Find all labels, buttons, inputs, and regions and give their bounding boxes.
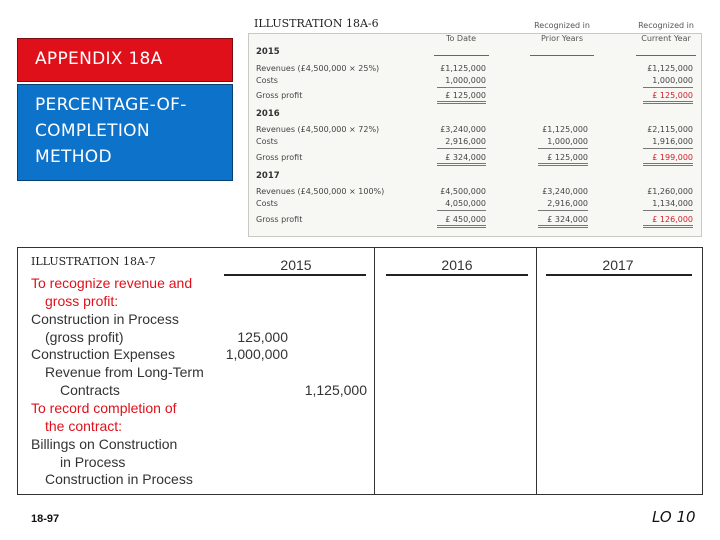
- rule: [643, 210, 693, 211]
- current-revenues-2017: £1,260,000: [647, 187, 693, 196]
- current-revenues-2015: £1,125,000: [647, 64, 693, 73]
- frame-bottom: [17, 494, 703, 495]
- rule: [538, 148, 588, 149]
- rule: [643, 87, 693, 88]
- to-date-costs-2017: 4,050,000: [445, 199, 486, 208]
- revenues-label-2017: Revenues (£4,500,000 × 100%): [256, 187, 385, 196]
- header-current-line-1: Recognized in: [638, 21, 694, 30]
- illustration-7-title: ILLUSTRATION 18A-7: [31, 255, 156, 268]
- double-rule: [437, 225, 486, 228]
- prior-gross-2016: £ 125,000: [547, 153, 588, 162]
- journal-line: Billings on Construction: [31, 436, 178, 452]
- column-rule-2015: [224, 274, 366, 276]
- column-header-2017: 2017: [602, 257, 634, 273]
- double-rule: [538, 163, 588, 166]
- column-header-2015: 2015: [280, 257, 312, 273]
- year-2017: 2017: [256, 171, 280, 181]
- debit-amount-2015: 1,000,000: [225, 346, 288, 362]
- double-rule: [437, 101, 486, 104]
- double-rule: [643, 101, 693, 104]
- to-date-gross-2015: £ 125,000: [445, 91, 486, 100]
- illustration-6-title: ILLUSTRATION 18A-6: [254, 17, 379, 30]
- prior-revenues-2017: £3,240,000: [542, 187, 588, 196]
- header-current-line-2: Current Year: [641, 34, 691, 43]
- journal-line: in Process: [60, 454, 126, 470]
- header-to-date-rule: [434, 55, 489, 56]
- column-divider-1: [374, 247, 375, 495]
- rule: [538, 210, 588, 211]
- revenues-label-2016: Revenues (£4,500,000 × 72%): [256, 125, 380, 134]
- frame-top: [17, 247, 703, 248]
- debit-amount-2015: 125,000: [237, 329, 288, 345]
- current-revenues-2016: £2,115,000: [647, 125, 693, 134]
- journal-line: the contract:: [45, 418, 123, 434]
- frame-left: [17, 247, 18, 495]
- to-date-revenues-2015: £1,125,000: [440, 64, 486, 73]
- to-date-revenues-2017: £4,500,000: [440, 187, 486, 196]
- to-date-costs-2016: 2,916,000: [445, 137, 486, 146]
- year-2016: 2016: [256, 109, 280, 119]
- learning-objective: LO 10: [652, 508, 696, 526]
- gross-label-2017: Gross profit: [256, 215, 303, 224]
- credit-amount-2015: 1,125,000: [304, 382, 367, 398]
- double-rule: [643, 163, 693, 166]
- current-costs-2016: 1,916,000: [652, 137, 693, 146]
- current-gross-2016: £ 199,000: [652, 153, 693, 162]
- rule: [437, 210, 486, 211]
- current-gross-2015: £ 125,000: [652, 91, 693, 100]
- column-divider-2: [536, 247, 537, 495]
- header-to-date: To Date: [445, 34, 477, 43]
- to-date-costs-2015: 1,000,000: [445, 76, 486, 85]
- journal-line: Construction in Process: [31, 311, 179, 327]
- costs-label-2015: Costs: [256, 76, 278, 85]
- method-title-box: [17, 84, 233, 181]
- gross-label-2016: Gross profit: [256, 153, 303, 162]
- header-current-rule: [636, 55, 696, 56]
- column-rule-2017: [546, 274, 692, 276]
- column-rule-2016: [386, 274, 528, 276]
- current-costs-2017: 1,134,000: [652, 199, 693, 208]
- frame-right: [702, 247, 703, 495]
- journal-line: To record completion of: [31, 400, 177, 416]
- appendix-title-box: [17, 38, 233, 82]
- double-rule: [437, 163, 486, 166]
- double-rule: [538, 225, 588, 228]
- journal-line: Contracts: [60, 382, 120, 398]
- rule: [437, 87, 486, 88]
- journal-line: (gross profit): [45, 329, 124, 345]
- header-prior-line-2: Prior Years: [540, 34, 584, 43]
- header-prior-line-1: Recognized in: [534, 21, 590, 30]
- prior-costs-2017: 2,916,000: [547, 199, 588, 208]
- costs-label-2017: Costs: [256, 199, 278, 208]
- current-costs-2015: 1,000,000: [652, 76, 693, 85]
- journal-line: Revenue from Long-Term: [45, 364, 204, 380]
- gross-label-2015: Gross profit: [256, 91, 303, 100]
- column-header-2016: 2016: [441, 257, 473, 273]
- rule: [643, 148, 693, 149]
- journal-line: To recognize revenue and: [31, 275, 193, 291]
- journal-line: Construction Expenses: [31, 346, 175, 362]
- double-rule: [643, 225, 693, 228]
- costs-label-2016: Costs: [256, 137, 278, 146]
- header-prior-rule: [530, 55, 594, 56]
- to-date-revenues-2016: £3,240,000: [440, 125, 486, 134]
- to-date-gross-2017: £ 450,000: [445, 215, 486, 224]
- method-title-line-1: PERCENTAGE-OF-: [35, 95, 187, 115]
- year-2015: 2015: [256, 47, 280, 57]
- slide-number: 18-97: [31, 513, 60, 525]
- current-gross-2017: £ 126,000: [652, 215, 693, 224]
- revenues-label-2015: Revenues (£4,500,000 × 25%): [256, 64, 380, 73]
- journal-line: Construction in Process: [45, 471, 193, 487]
- rule: [437, 148, 486, 149]
- journal-line: gross profit:: [45, 293, 119, 309]
- prior-revenues-2016: £1,125,000: [542, 125, 588, 134]
- appendix-title: APPENDIX 18A: [35, 49, 163, 69]
- prior-costs-2016: 1,000,000: [547, 137, 588, 146]
- to-date-gross-2016: £ 324,000: [445, 153, 486, 162]
- prior-gross-2017: £ 324,000: [547, 215, 588, 224]
- method-title-line-3: METHOD: [35, 147, 112, 167]
- method-title-line-2: COMPLETION: [35, 121, 150, 141]
